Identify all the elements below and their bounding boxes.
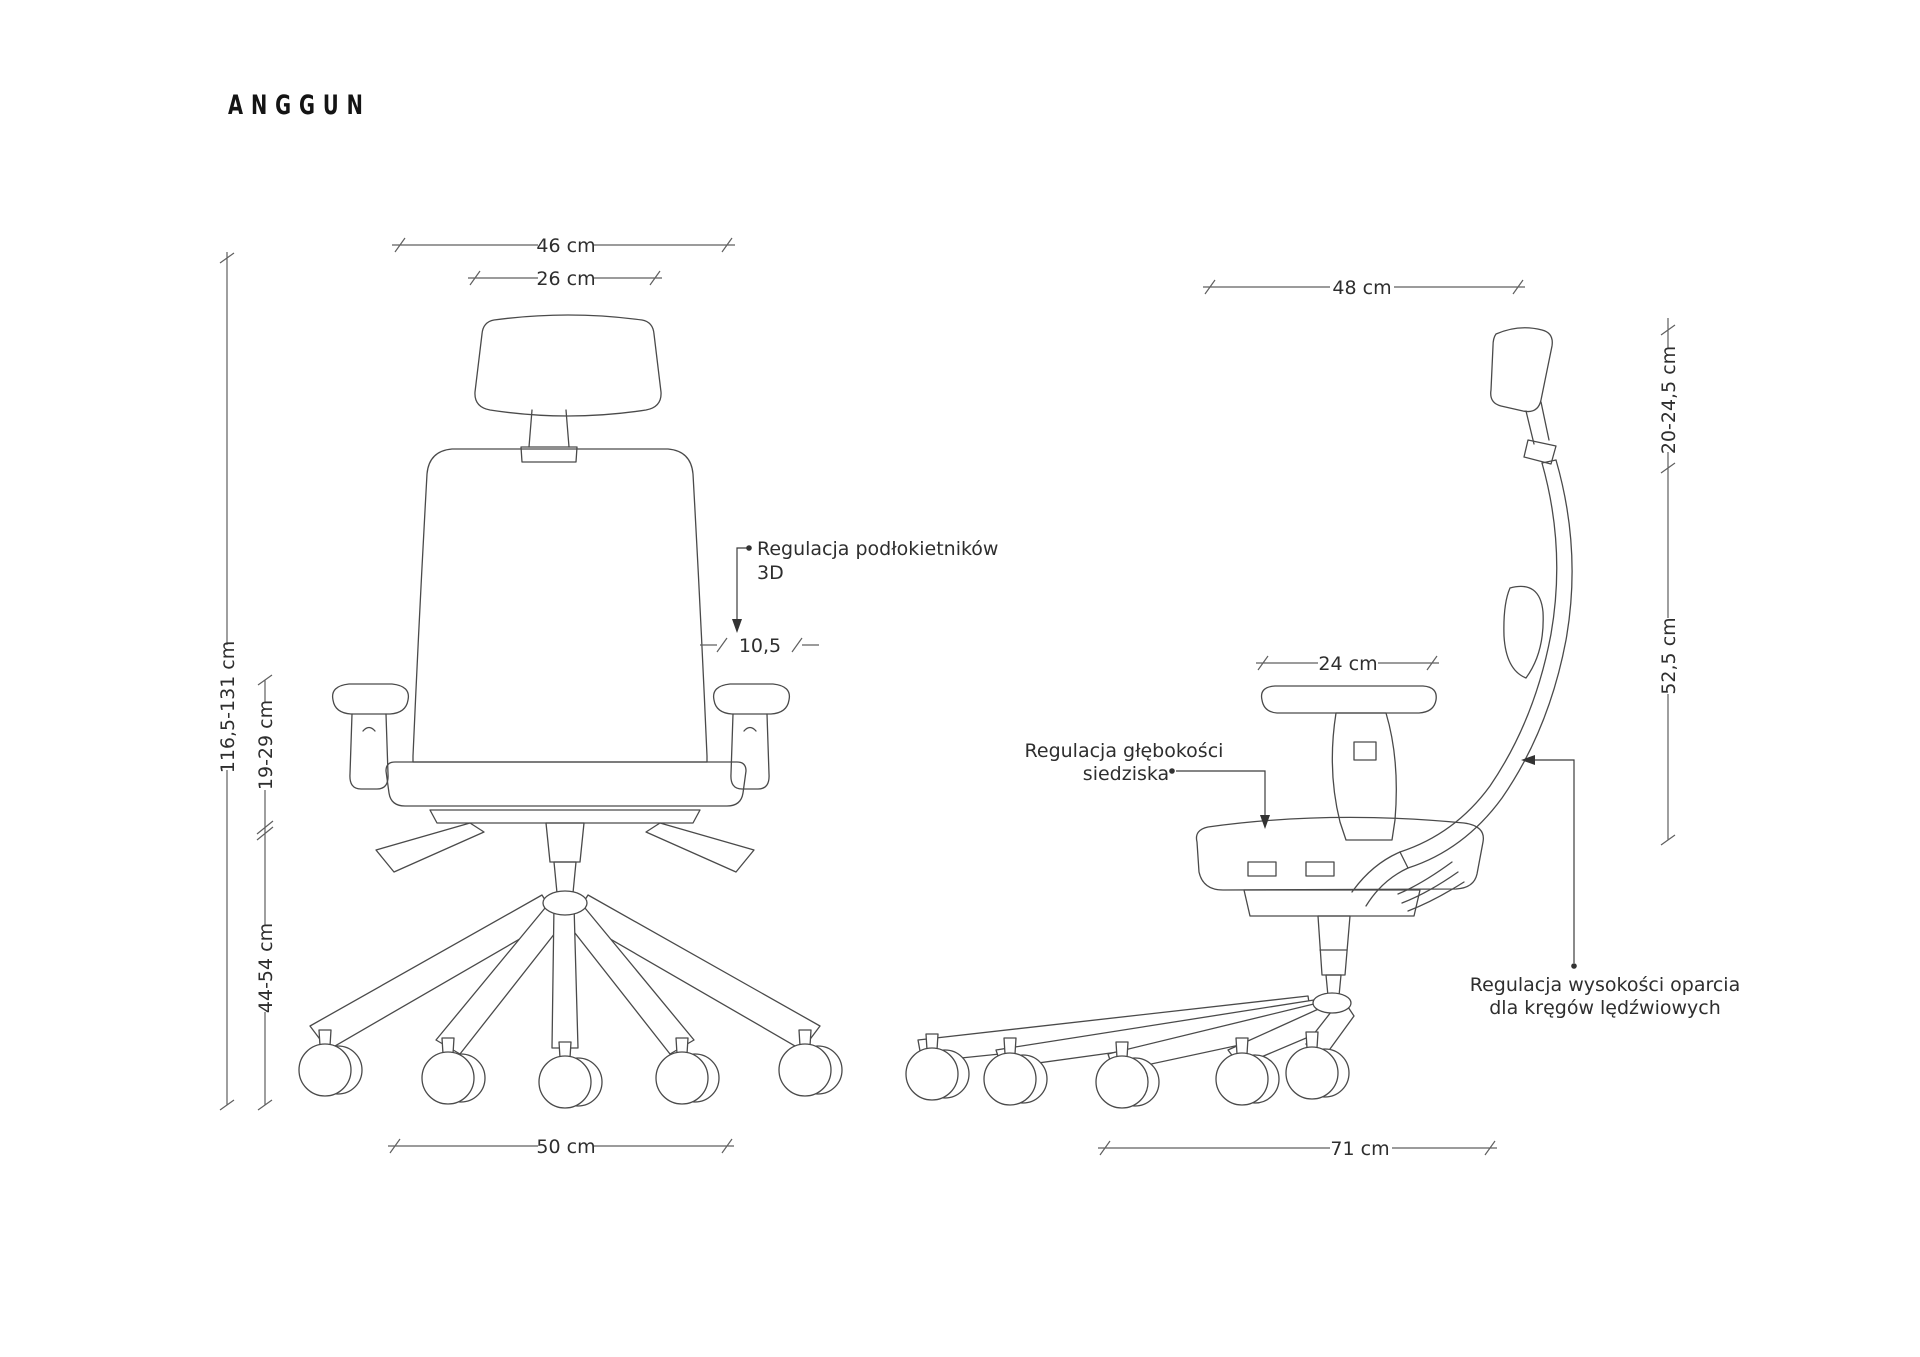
- side-lumbar-pad: [1504, 586, 1543, 678]
- dim-backrest-height-label: 52,5 cm: [1658, 617, 1680, 695]
- brand-logo: ANGGUN: [228, 90, 371, 121]
- front-seat: [386, 762, 746, 806]
- front-armrest-left: [333, 684, 409, 789]
- annotation-lumbar-line2: dla kręgów lędźwiowych: [1489, 997, 1721, 1019]
- side-headrest: [1491, 328, 1556, 464]
- dim-headrest-width-label: 46 cm: [536, 235, 596, 257]
- dim-base-depth-label: 71 cm: [1330, 1138, 1390, 1160]
- dim-armrest-pad-length-label: 24 cm: [1318, 653, 1378, 675]
- leader-lumbar-height: [1470, 755, 1740, 1019]
- dim-armrest-pad-width-label: 10,5: [738, 635, 782, 657]
- dim-base-width-label: 50 cm: [536, 1136, 596, 1158]
- side-mechanism: [1244, 890, 1420, 996]
- leader-armrest-3d: [732, 538, 998, 633]
- annotation-armrest-3d-line1: Regulacja podłokietników: [757, 538, 999, 560]
- dim-lines-front: [220, 238, 819, 1153]
- annotation-seat-depth-line2: siedziska: [1082, 763, 1170, 785]
- annotation-armrest-3d-line2: 3D: [757, 562, 784, 584]
- dim-seat-height-label: 44-54 cm: [255, 922, 277, 1014]
- dim-headrest-pad-width-label: 26 cm: [536, 268, 596, 290]
- front-view-drawing: [299, 315, 842, 1108]
- annotation-lumbar-line1: Regulacja wysokości oparcia: [1469, 974, 1741, 996]
- front-armrest-right: [714, 684, 790, 789]
- leader-seat-depth: [1025, 740, 1270, 829]
- dim-armrest-height-label: 19-29 cm: [255, 699, 277, 791]
- dim-headrest-range-label: 20-24,5 cm: [1658, 345, 1680, 455]
- front-backrest: [413, 449, 707, 762]
- annotation-seat-depth-line1: Regulacja głębokości: [1024, 740, 1224, 762]
- dim-total-height-label: 116,5-131 cm: [217, 640, 239, 774]
- front-base: [310, 891, 820, 1054]
- front-headrest: [475, 315, 661, 462]
- front-casters: [299, 1030, 842, 1108]
- front-mechanism: [376, 810, 754, 893]
- dim-backrest-width-label: 48 cm: [1332, 277, 1392, 299]
